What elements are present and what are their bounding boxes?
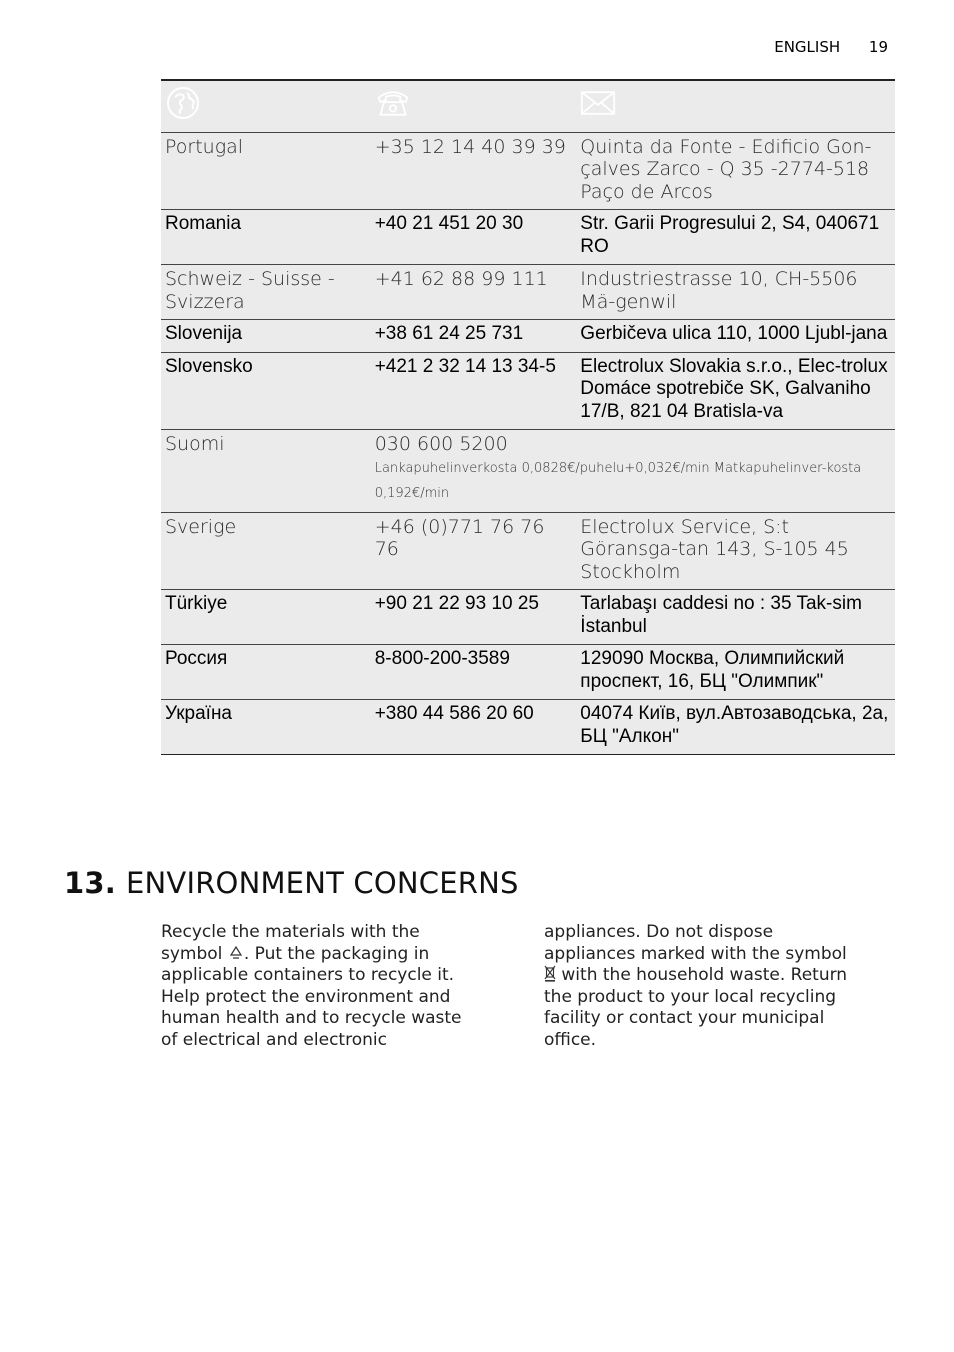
address-cell: 04074 Київ, вул.Автозаводська, 2а, БЦ "Алкон" xyxy=(576,700,895,755)
tariff-note: Lankapuhelinverkosta 0,0828€/puhelu+0,032€/min Matkapuhelinver-kosta 0,192€/min xyxy=(374,460,862,501)
table-row xyxy=(161,352,895,430)
phone-cell: +40 21 451 20 30 xyxy=(371,210,577,265)
country-cell: Schweiz - Suisse - Svizzera xyxy=(161,265,371,320)
country-cell: Türkiye xyxy=(161,590,371,645)
phone-cell: +35 12 14 40 39 39 xyxy=(371,132,577,210)
table-header-row xyxy=(161,80,895,132)
crossed-bin-icon xyxy=(544,965,556,982)
address-cell: Industriestrasse 10, CH-5506 Mä-genwil xyxy=(576,265,895,320)
table-row xyxy=(161,512,895,590)
address-cell: Str. Garii Progresului 2, S4, 040671 RO xyxy=(576,210,895,265)
service-contacts-table xyxy=(161,79,895,755)
address-cell: 129090 Москва, Олимпийский проспект, 16, БЦ "Олимпик" xyxy=(576,645,895,700)
table-row xyxy=(161,320,895,353)
section-heading xyxy=(64,866,519,900)
country-cell: Romania xyxy=(161,210,371,265)
country-cell: Portugal xyxy=(161,132,371,210)
address-cell: Gerbičeva ulica 110, 1000 Ljubl-jana xyxy=(576,320,895,353)
address-cell: Electrolux Service, S:t Göransga-tan 143, S-105 45 Stockholm xyxy=(576,512,895,590)
country-cell: Suomi xyxy=(161,430,371,513)
page-number: 19 xyxy=(868,38,888,56)
address-cell: Tarlabaşı caddesi no : 35 Tak-sim İstanbul xyxy=(576,590,895,645)
table-row xyxy=(161,265,895,320)
country-cell: Україна xyxy=(161,700,371,755)
table-row xyxy=(161,210,895,265)
header-language: ENGLISH xyxy=(774,38,841,56)
table-header-address xyxy=(576,80,895,132)
environment-paragraph-left xyxy=(161,922,481,1051)
table-row xyxy=(161,700,895,755)
address-cell: Electrolux Slovakia s.r.o., Elec-trolux Domáce spotrebiče SK, Galvaniho 17/B, 821 04 Bratisla-va xyxy=(576,352,895,430)
recycle-icon xyxy=(228,945,244,961)
table-row xyxy=(161,590,895,645)
country-cell: Slovenija xyxy=(161,320,371,353)
phone-cell: +421 2 32 14 13 34-5 xyxy=(371,352,577,430)
phone-cell: +46 (0)771 76 76 76 xyxy=(371,512,577,590)
phone-cell: +380 44 586 20 60 xyxy=(371,700,577,755)
phone-cell: +38 61 24 25 731 xyxy=(371,320,577,353)
paragraph-text: appliances. Do not dispose appliances marked with the symbol xyxy=(544,922,847,964)
table-row xyxy=(161,430,895,513)
phone-value: 030 600 5200 xyxy=(374,433,508,455)
page-header xyxy=(774,38,888,56)
envelope-icon xyxy=(580,85,616,121)
phone-cell: +41 62 88 99 111 xyxy=(371,265,577,320)
table-header-phone xyxy=(371,80,577,132)
phone-icon xyxy=(375,85,411,121)
address-cell: Quinta da Fonte - Edificio Gon-çalves Zarco - Q 35 -2774-518 Paço de Arcos xyxy=(576,132,895,210)
phone-note-cell xyxy=(371,430,895,513)
table-row xyxy=(161,132,895,210)
section-number: 13. xyxy=(64,866,116,900)
phone-cell: 8-800-200-3589 xyxy=(371,645,577,700)
table-row xyxy=(161,645,895,700)
country-cell: Россия xyxy=(161,645,371,700)
globe-icon xyxy=(165,85,201,121)
phone-cell: +90 21 22 93 10 25 xyxy=(371,590,577,645)
section-title: ENVIRONMENT CONCERNS xyxy=(125,866,519,900)
country-cell: Sverige xyxy=(161,512,371,590)
country-cell: Slovensko xyxy=(161,352,371,430)
paragraph-text: Recycle the materials with the symbol xyxy=(161,922,420,964)
paragraph-text: . Put the packaging in applicable containers to recycle it. Help protect the environment and human health and to recycle waste of electrical and electronic xyxy=(161,943,462,1050)
paragraph-text: with the household waste. Return the product to your local recycling facility or contact your municipal office. xyxy=(544,965,848,1050)
table-header-country xyxy=(161,80,371,132)
environment-paragraph-right xyxy=(544,922,864,1051)
